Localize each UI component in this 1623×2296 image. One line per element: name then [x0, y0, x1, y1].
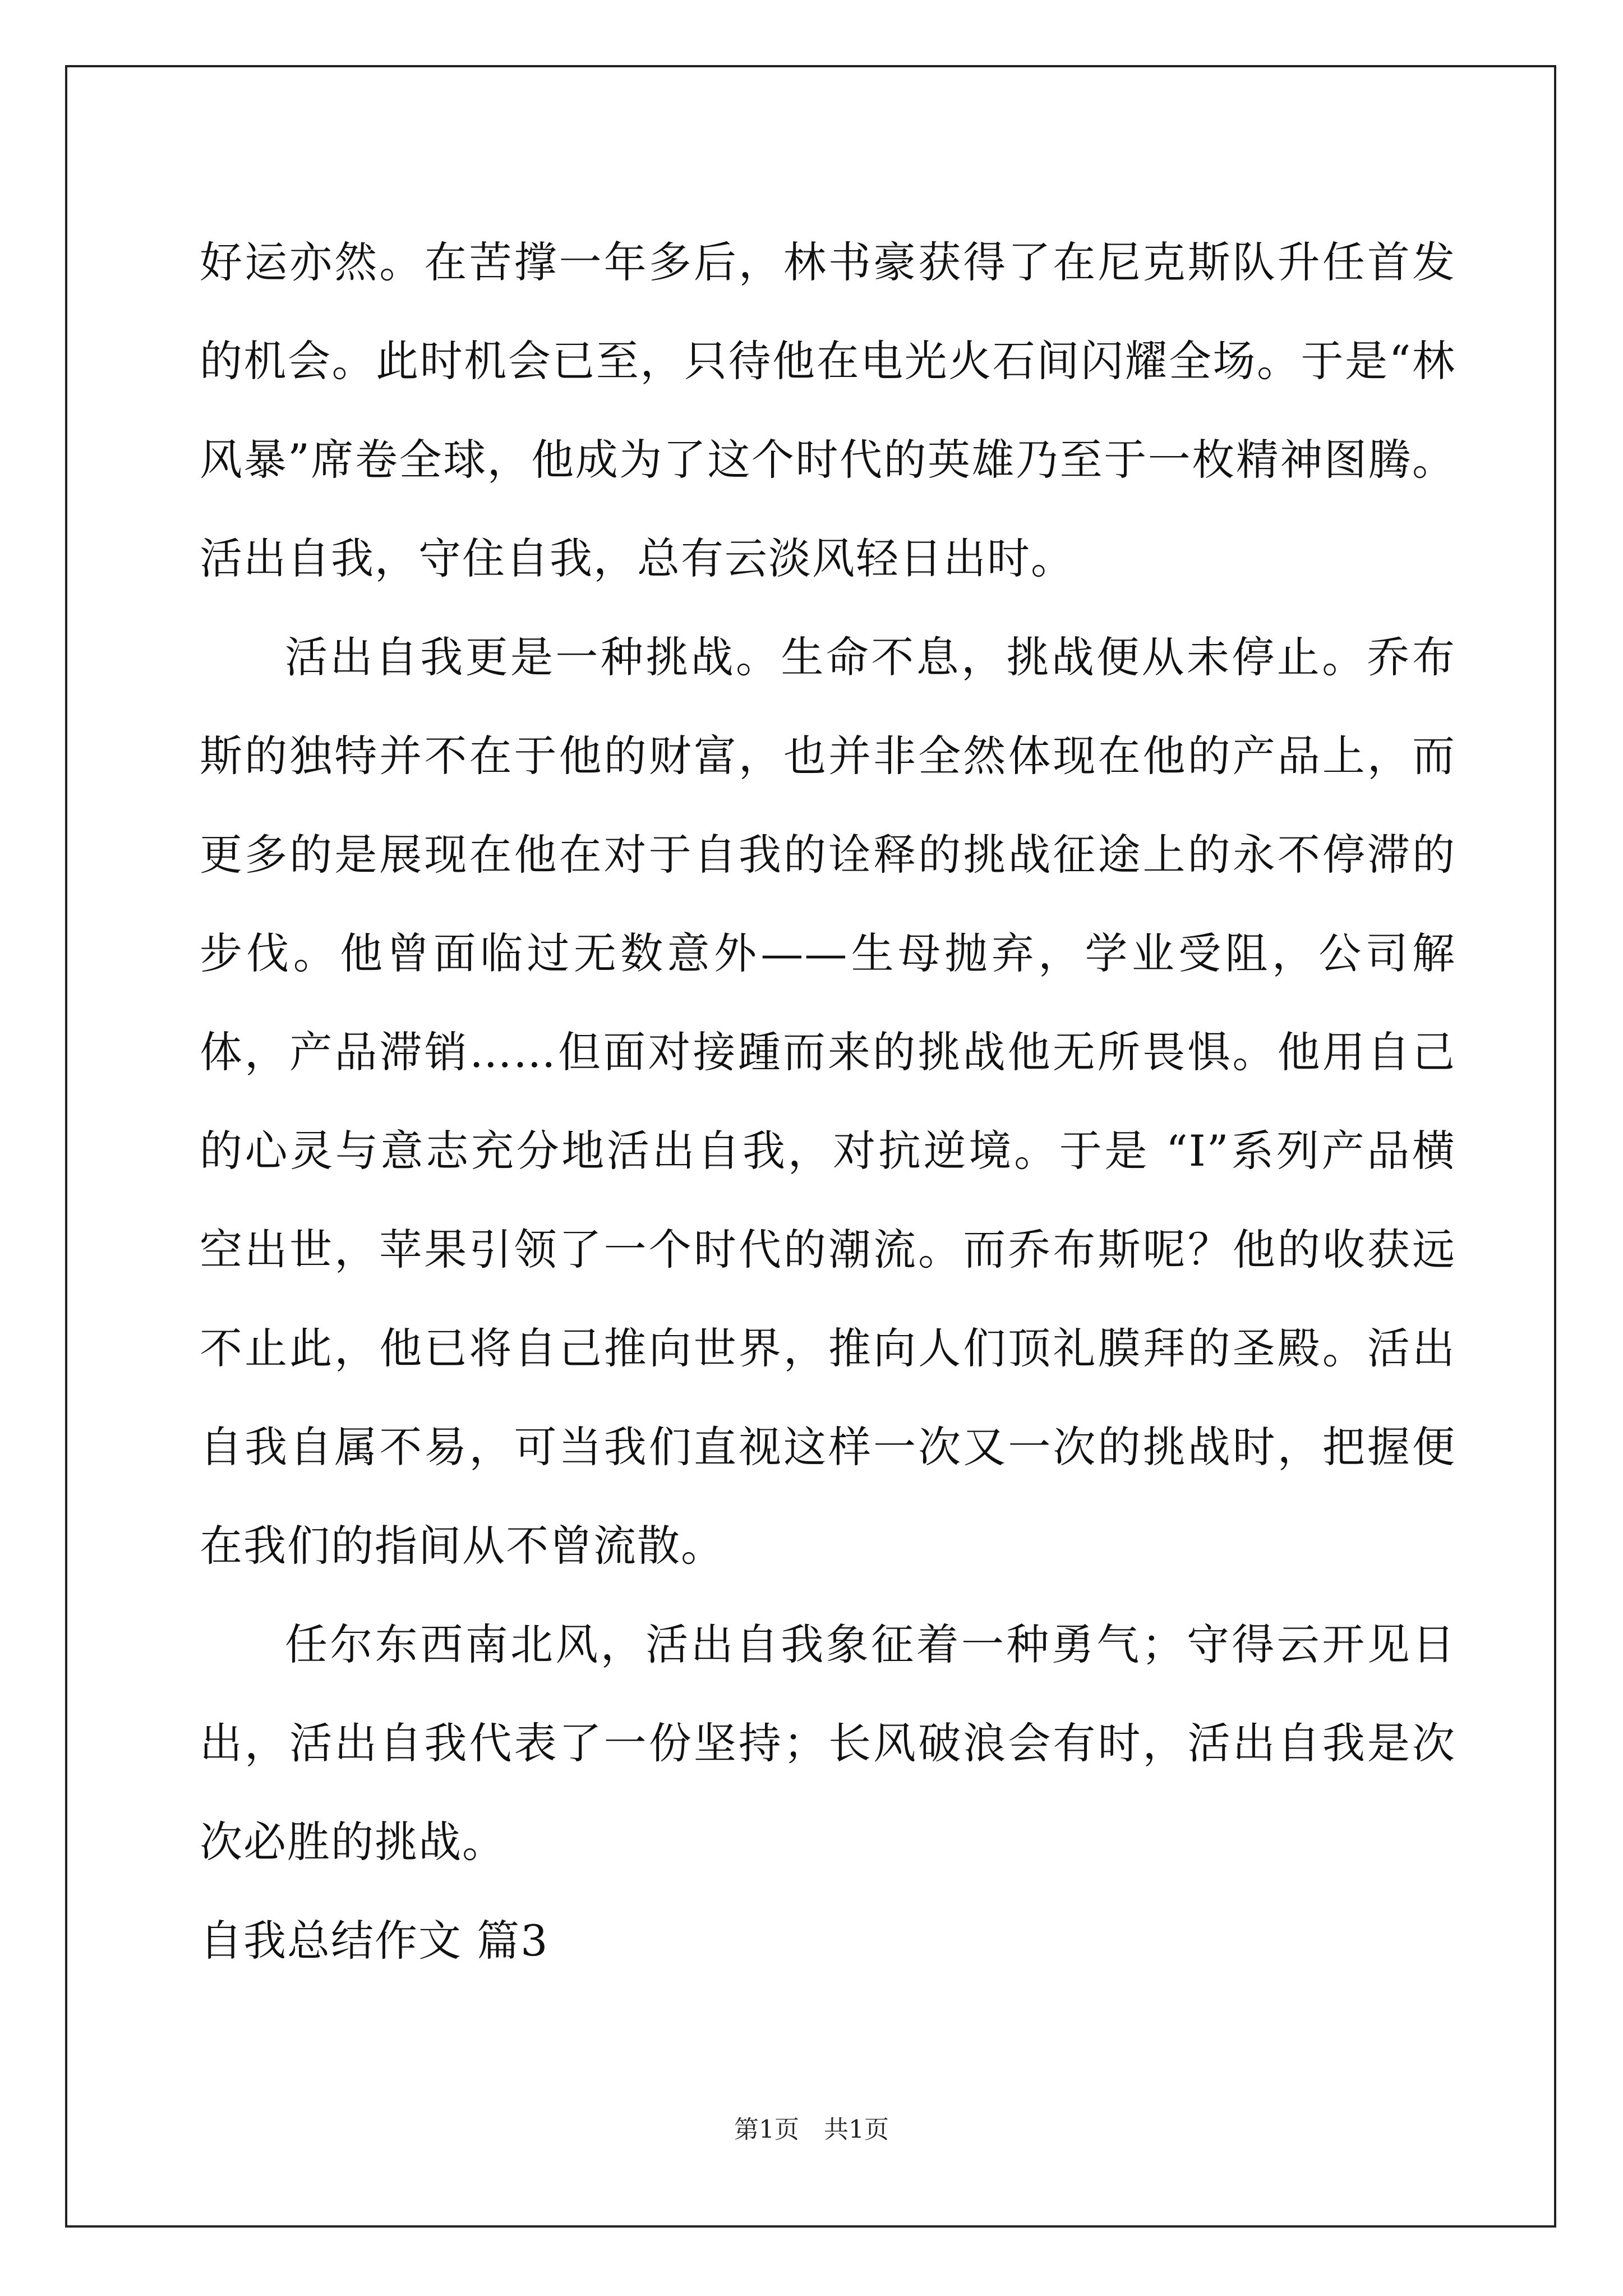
page-number-current: 第1页: [734, 2115, 799, 2144]
paragraph-2: 活出自我更是一种挑战。生命不息，挑战便从未停止。乔布斯的独特并不在于他的财富，也并非全然体现在他的产品上，而更多的是展现在他在对于自我的诠释的挑战征途上的永不停滞的步伐。他曾面临过无数意外——生母抛弃，学业受阻，公司解体，产品滞销……但面对接踵而来的挑战他无所畏惧。他用自己的心灵与意志充分地活出自我，对抗逆境。于是 “I”系列产品横空出世，苹果引领了一个时代的潮流。而乔布斯呢？他的收获远不止此，他已将自己推向世界，推向人们顶礼膜拜的圣殿。活出自我自属不易，可当我们直视这样一次又一次的挑战时，把握便在我们的指间从不曾流散。: [200, 632, 1456, 1571]
page-footer: [0, 2109, 1623, 2145]
document-body: [200, 213, 1456, 1990]
paragraph-3: 任尔东西南北风，活出自我象征着一种勇气；守得云开见日出，活出自我代表了一份坚持；长风破浪会有时，活出自我是次次必胜的挑战。: [200, 1619, 1456, 1867]
paragraph-1: 好运亦然。在苦撑一年多后，林书豪获得了在尼克斯队升任首发的机会。此时机会已至，只待他在电光火石间闪耀全场。于是“林风暴”席卷全球，他成为了这个时代的英雄乃至于一枚精神图腾。活出自我，守住自我，总有云淡风轻日出时。: [200, 237, 1456, 583]
page-number-total: 共1页: [824, 2115, 889, 2144]
section-heading: 自我总结作文 篇3: [200, 1916, 549, 1966]
